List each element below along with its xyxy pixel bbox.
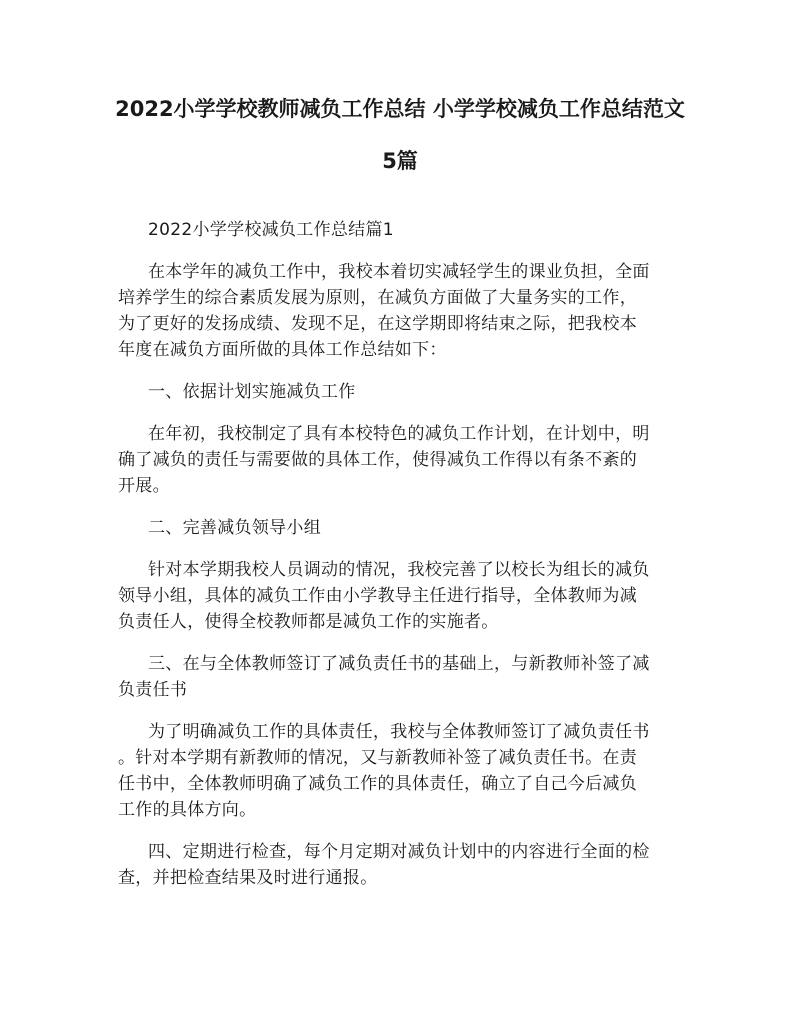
subheading: 三、在与全体教师签订了减负责任书的基础上，与新教师补签了减	[148, 654, 650, 674]
subheading: 四、定期进行检查，每个月定期对减负计划中的内容进行全面的检	[148, 842, 650, 862]
paragraph-line: 开展。	[118, 476, 170, 496]
document-title-continued: 5篇	[382, 149, 418, 173]
paragraph-line: 。针对本学期有新教师的情况，又与新教师补签了减负责任书。在责	[118, 748, 637, 768]
subheading: 负责任书	[118, 680, 188, 700]
paragraph-line: 任书中，全体教师明确了减负工作的具体责任，确立了自己今后减负	[118, 774, 637, 794]
paragraph-line: 为了明确减负工作的具体责任，我校与全体教师签订了减负责任书	[148, 722, 650, 742]
subheading: 二、完善减负领导小组	[148, 518, 321, 538]
paragraph-line: 在本学年的减负工作中，我校本着切实减轻学生的课业负担，全面	[148, 262, 650, 282]
paragraph-line: 负责任人，使得全校教师都是减负工作的实施者。	[118, 612, 499, 632]
paragraph-line: 确了减负的责任与需要做的具体工作，使得减负工作得以有条不紊的	[118, 450, 637, 470]
paragraph-line: 领导小组，具体的减负工作由小学教导主任进行指导，全体教师为减	[118, 586, 637, 606]
section-heading: 2022小学学校减负工作总结篇1	[148, 220, 394, 240]
paragraph-line: 培养学生的综合素质发展为原则，在减负方面做了大量务实的工作，	[118, 288, 637, 308]
paragraph-line: 针对本学期我校人员调动的情况，我校完善了以校长为组长的减负	[148, 560, 650, 580]
paragraph-line: 年度在减负方面所做的具体工作总结如下：	[118, 340, 447, 360]
paragraph-line: 为了更好的发扬成绩、发现不足，在这学期即将结束之际，把我校本	[118, 314, 637, 334]
subheading: 一、依据计划实施减负工作	[148, 382, 356, 402]
paragraph-line: 在年初，我校制定了具有本校特色的减负工作计划，在计划中，明	[148, 424, 650, 444]
paragraph-line: 工作的具体方向。	[118, 800, 257, 820]
document-title: 2022小学学校教师减负工作总结 小学学校减负工作总结范文	[115, 97, 685, 121]
subheading: 查，并把检查结果及时进行通报。	[118, 868, 378, 888]
